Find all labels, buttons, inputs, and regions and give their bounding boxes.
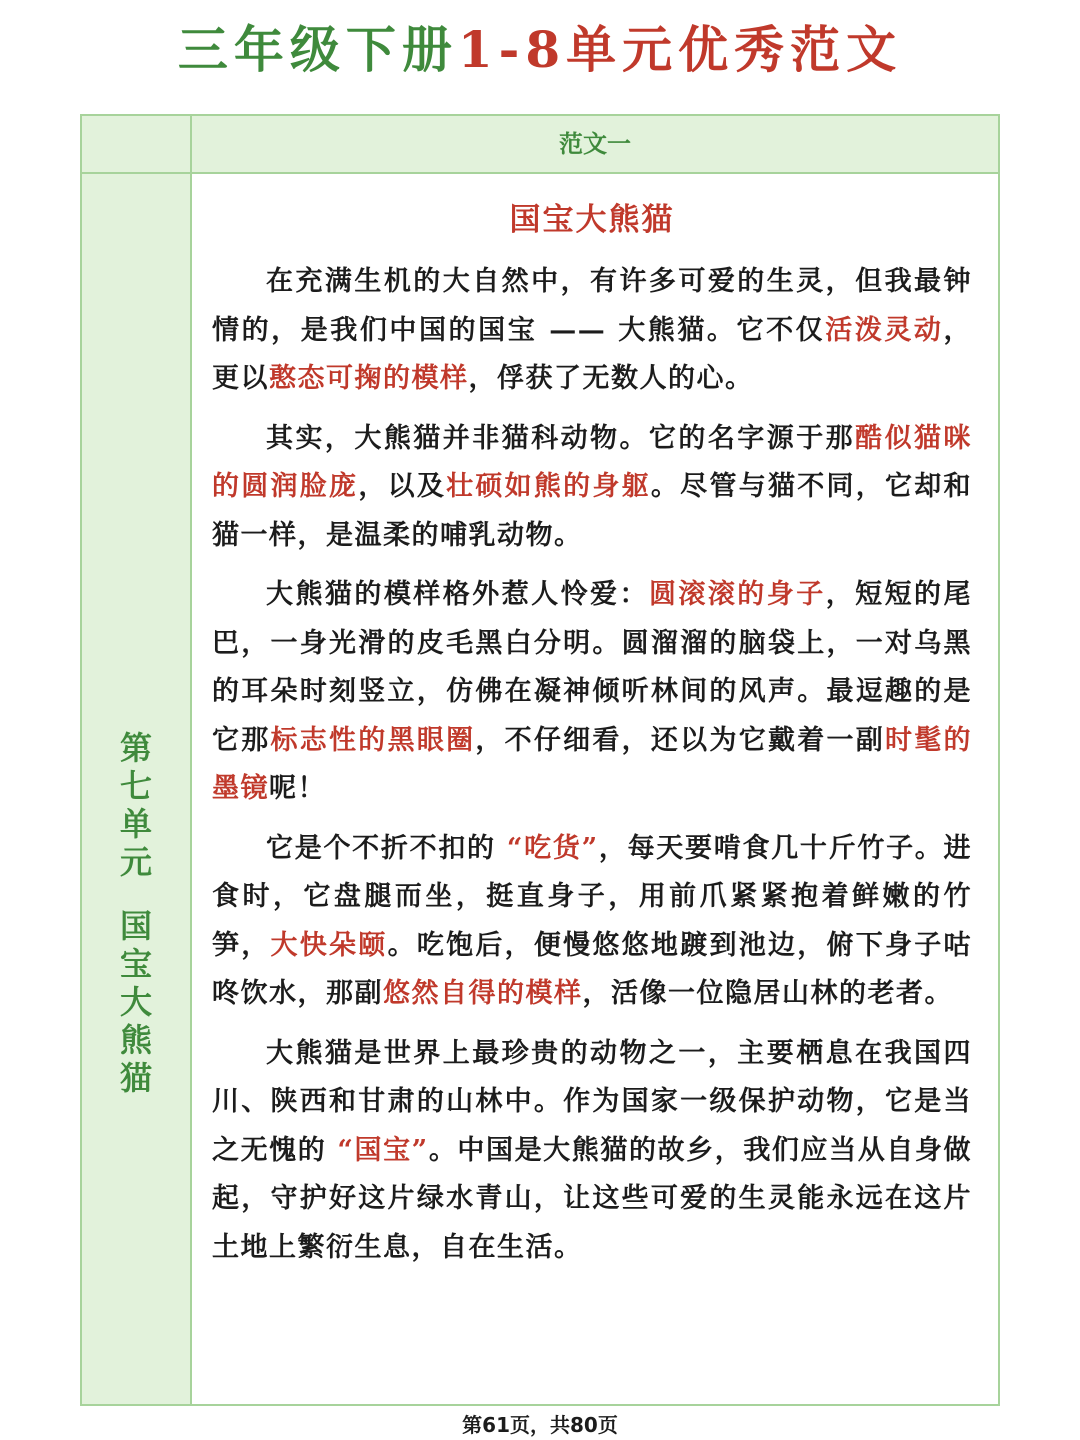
paragraph-text: ，俘获了无数人的心。 <box>468 363 754 394</box>
side-char: 宝 <box>119 945 152 983</box>
essay-title: 国宝大熊猫 <box>509 202 675 238</box>
highlighted-phrase: 憨态可掬的模样 <box>269 363 469 394</box>
side-char: 猫 <box>119 1059 152 1097</box>
paragraph-text: 。中国是大熊猫的故乡，我们应当从自身做起，守护好这片绿水青山，让这些可爱的生灵能永远在这片土地上繁衍生息，自在生活。 <box>212 1134 972 1263</box>
essay-paragraph <box>212 571 972 814</box>
paragraph-text: ，以及 <box>358 471 447 502</box>
essay-paragraph <box>212 415 972 561</box>
side-topic-name <box>82 907 190 1097</box>
highlighted-phrase: 壮硕如熊的身躯 <box>446 471 651 502</box>
essay-paragraph <box>212 1030 972 1273</box>
paragraph-text: ，活像一位隐居山林的老者。 <box>582 978 953 1009</box>
side-char: 熊 <box>119 1021 152 1059</box>
paragraph-text: 。尽管与猫不同，它却和猫一样，是温柔的哺乳动物。 <box>212 471 973 551</box>
highlighted-phrase: 大快朵颐 <box>270 929 388 961</box>
paragraph-text: 其实，大熊猫并非猫科动物。它的名字源于那 <box>266 422 856 454</box>
highlighted-phrase: 圆滚滚的身子 <box>648 579 826 610</box>
essay-content <box>212 174 972 1272</box>
highlighted-phrase: 酷似猫咪的圆润脸庞 <box>212 422 973 502</box>
side-char: 第 <box>119 729 152 767</box>
essay-table <box>80 114 1000 1406</box>
highlighted-phrase: 标志性的黑眼圈 <box>270 724 476 756</box>
unit-side-label <box>82 729 190 1097</box>
paragraph-text: 呢！ <box>269 773 326 804</box>
highlighted-phrase: 悠然自得的模样 <box>383 978 583 1009</box>
essay-body <box>212 258 972 1272</box>
essay-paragraph <box>212 258 972 404</box>
paragraph-text: 大熊猫是世界上最珍贵的动物之一，主要栖息在我国四川、陕西和甘肃的山林中。作为国家一级保护动物，它是当之无愧的 <box>212 1037 972 1166</box>
highlighted-phrase: 时髦的墨镜 <box>212 724 973 804</box>
side-char: 国 <box>119 907 152 945</box>
side-char: 大 <box>119 983 152 1021</box>
document-title <box>0 10 1080 90</box>
paragraph-text: 在充满生机的大自然中，有许多可爱的生灵，但我最钟情的，是我们中国的国宝 —— 大熊猫。它不仅 <box>212 266 972 346</box>
essay-number-label: 范文一 <box>559 129 631 158</box>
unit-side-column <box>82 174 192 1404</box>
paragraph-text: 大熊猫的模样格外惹人怜爱： <box>266 579 649 610</box>
side-char: 七 <box>119 767 152 805</box>
highlighted-phrase: “吃货” <box>506 832 599 864</box>
essay-paragraph <box>212 825 972 1019</box>
table-header-corner <box>82 116 192 172</box>
paragraph-text: ，每天要啃食几十斤竹子。进食时，它盘腿而坐，挺直身子，用前爪紧紧抱着鲜嫩的竹笋， <box>212 832 973 961</box>
paragraph-text: ，短短的尾巴，一身光滑的皮毛黑白分明。圆溜溜的脑袋上，一对乌黑的耳朵时刻竖立，仿佛在凝神倾听林间的风声。最逗趣的是它那 <box>212 579 973 756</box>
side-char: 元 <box>119 843 152 881</box>
table-header-row <box>82 116 998 174</box>
side-unit-name <box>82 729 190 881</box>
paragraph-text: 。吃饱后，便慢悠悠地踱到池边，俯下身子咕咚饮水，那副 <box>212 929 973 1009</box>
paragraph-text: ，不仔细看，还以为它戴着一副 <box>475 724 885 756</box>
side-char: 单 <box>119 805 152 843</box>
page-footer: 第61页，共80页 <box>462 1413 618 1437</box>
highlighted-phrase: 活泼灵动 <box>825 314 944 346</box>
highlighted-phrase: “国宝” <box>337 1134 429 1166</box>
title-part-units: 1-8单元 <box>457 20 679 79</box>
paragraph-text: ，更以 <box>212 314 972 394</box>
title-part-grade: 三年级下册 <box>177 20 458 79</box>
title-part-essays: 优秀范文 <box>678 20 903 79</box>
paragraph-text: 它是个不折不扣的 <box>266 832 507 864</box>
